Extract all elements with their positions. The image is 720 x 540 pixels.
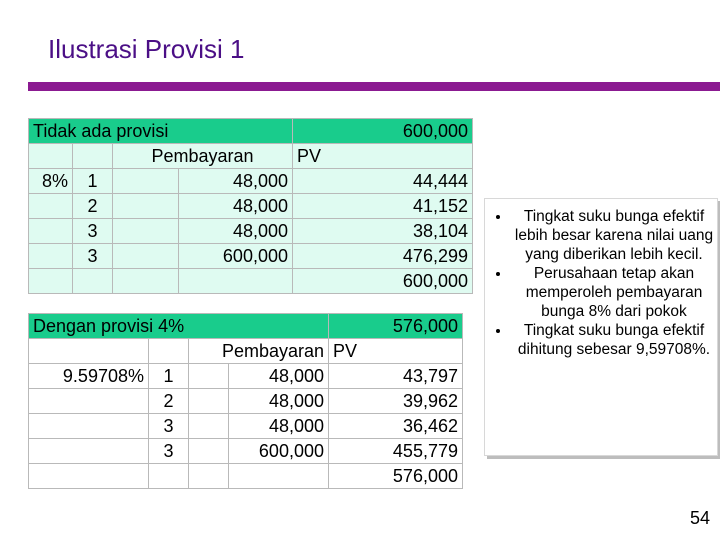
table-with-provision — [28, 313, 463, 489]
table-row — [29, 439, 463, 464]
pv-cell: 36,462 — [329, 414, 463, 439]
table-row — [29, 414, 463, 439]
pv-cell: 476,299 — [293, 244, 473, 269]
table-header-label: Dengan provisi 4% — [29, 314, 329, 339]
column-header-row — [29, 144, 473, 169]
pv-column-header: PV — [329, 339, 463, 364]
pv-cell: 44,444 — [293, 169, 473, 194]
total-row — [29, 464, 463, 489]
table-header-row — [29, 314, 463, 339]
table-header-value: 600,000 — [293, 119, 473, 144]
page-number: 54 — [690, 508, 711, 528]
slide-title: Ilustrasi Provisi 1 — [48, 34, 245, 64]
title-divider — [28, 82, 720, 91]
rate-cell: 9.59708% — [29, 364, 149, 389]
rate-cell: 8% — [29, 169, 73, 194]
notes-list — [485, 207, 717, 359]
table-row — [29, 194, 473, 219]
payment-column-header: Pembayaran — [113, 144, 293, 169]
table-header-row — [29, 119, 473, 144]
table-header-label: Tidak ada provisi — [29, 119, 293, 144]
table-header-value: 576,000 — [329, 314, 463, 339]
total-pv-cell: 576,000 — [329, 464, 463, 489]
period-cell: 3 — [149, 414, 189, 439]
payment-cell: 48,000 — [229, 389, 329, 414]
period-cell: 2 — [149, 389, 189, 414]
pv-cell: 38,104 — [293, 219, 473, 244]
note-item: • Tingkat suku bunga efektif dihitung sebesar 9,59708%. — [511, 321, 717, 359]
table-no-provision — [28, 118, 473, 294]
table-row — [29, 169, 473, 194]
pv-cell: 39,962 — [329, 389, 463, 414]
period-cell: 3 — [73, 219, 113, 244]
total-pv-cell: 600,000 — [293, 269, 473, 294]
payment-cell: 48,000 — [229, 364, 329, 389]
notes-box — [484, 198, 718, 456]
period-cell: 1 — [73, 169, 113, 194]
period-cell: 3 — [73, 244, 113, 269]
payment-cell: 600,000 — [229, 439, 329, 464]
note-item: • Perusahaan tetap akan memperoleh pembayaran bunga 8% dari pokok — [511, 264, 717, 321]
payment-cell: 48,000 — [179, 219, 293, 244]
note-item: • Tingkat suku bunga efektif lebih besar karena nilai uang yang diberikan lebih kecil. — [511, 207, 717, 264]
table-row — [29, 244, 473, 269]
payment-cell: 48,000 — [229, 414, 329, 439]
pv-cell: 455,779 — [329, 439, 463, 464]
payment-column-header: Pembayaran — [189, 339, 329, 364]
table-row — [29, 389, 463, 414]
pv-cell: 41,152 — [293, 194, 473, 219]
table-row — [29, 219, 473, 244]
payment-cell: 48,000 — [179, 194, 293, 219]
total-row — [29, 269, 473, 294]
period-cell: 1 — [149, 364, 189, 389]
payment-cell: 600,000 — [179, 244, 293, 269]
period-cell: 2 — [73, 194, 113, 219]
period-cell: 3 — [149, 439, 189, 464]
pv-cell: 43,797 — [329, 364, 463, 389]
pv-column-header: PV — [293, 144, 473, 169]
payment-cell: 48,000 — [179, 169, 293, 194]
column-header-row — [29, 339, 463, 364]
table-row — [29, 364, 463, 389]
